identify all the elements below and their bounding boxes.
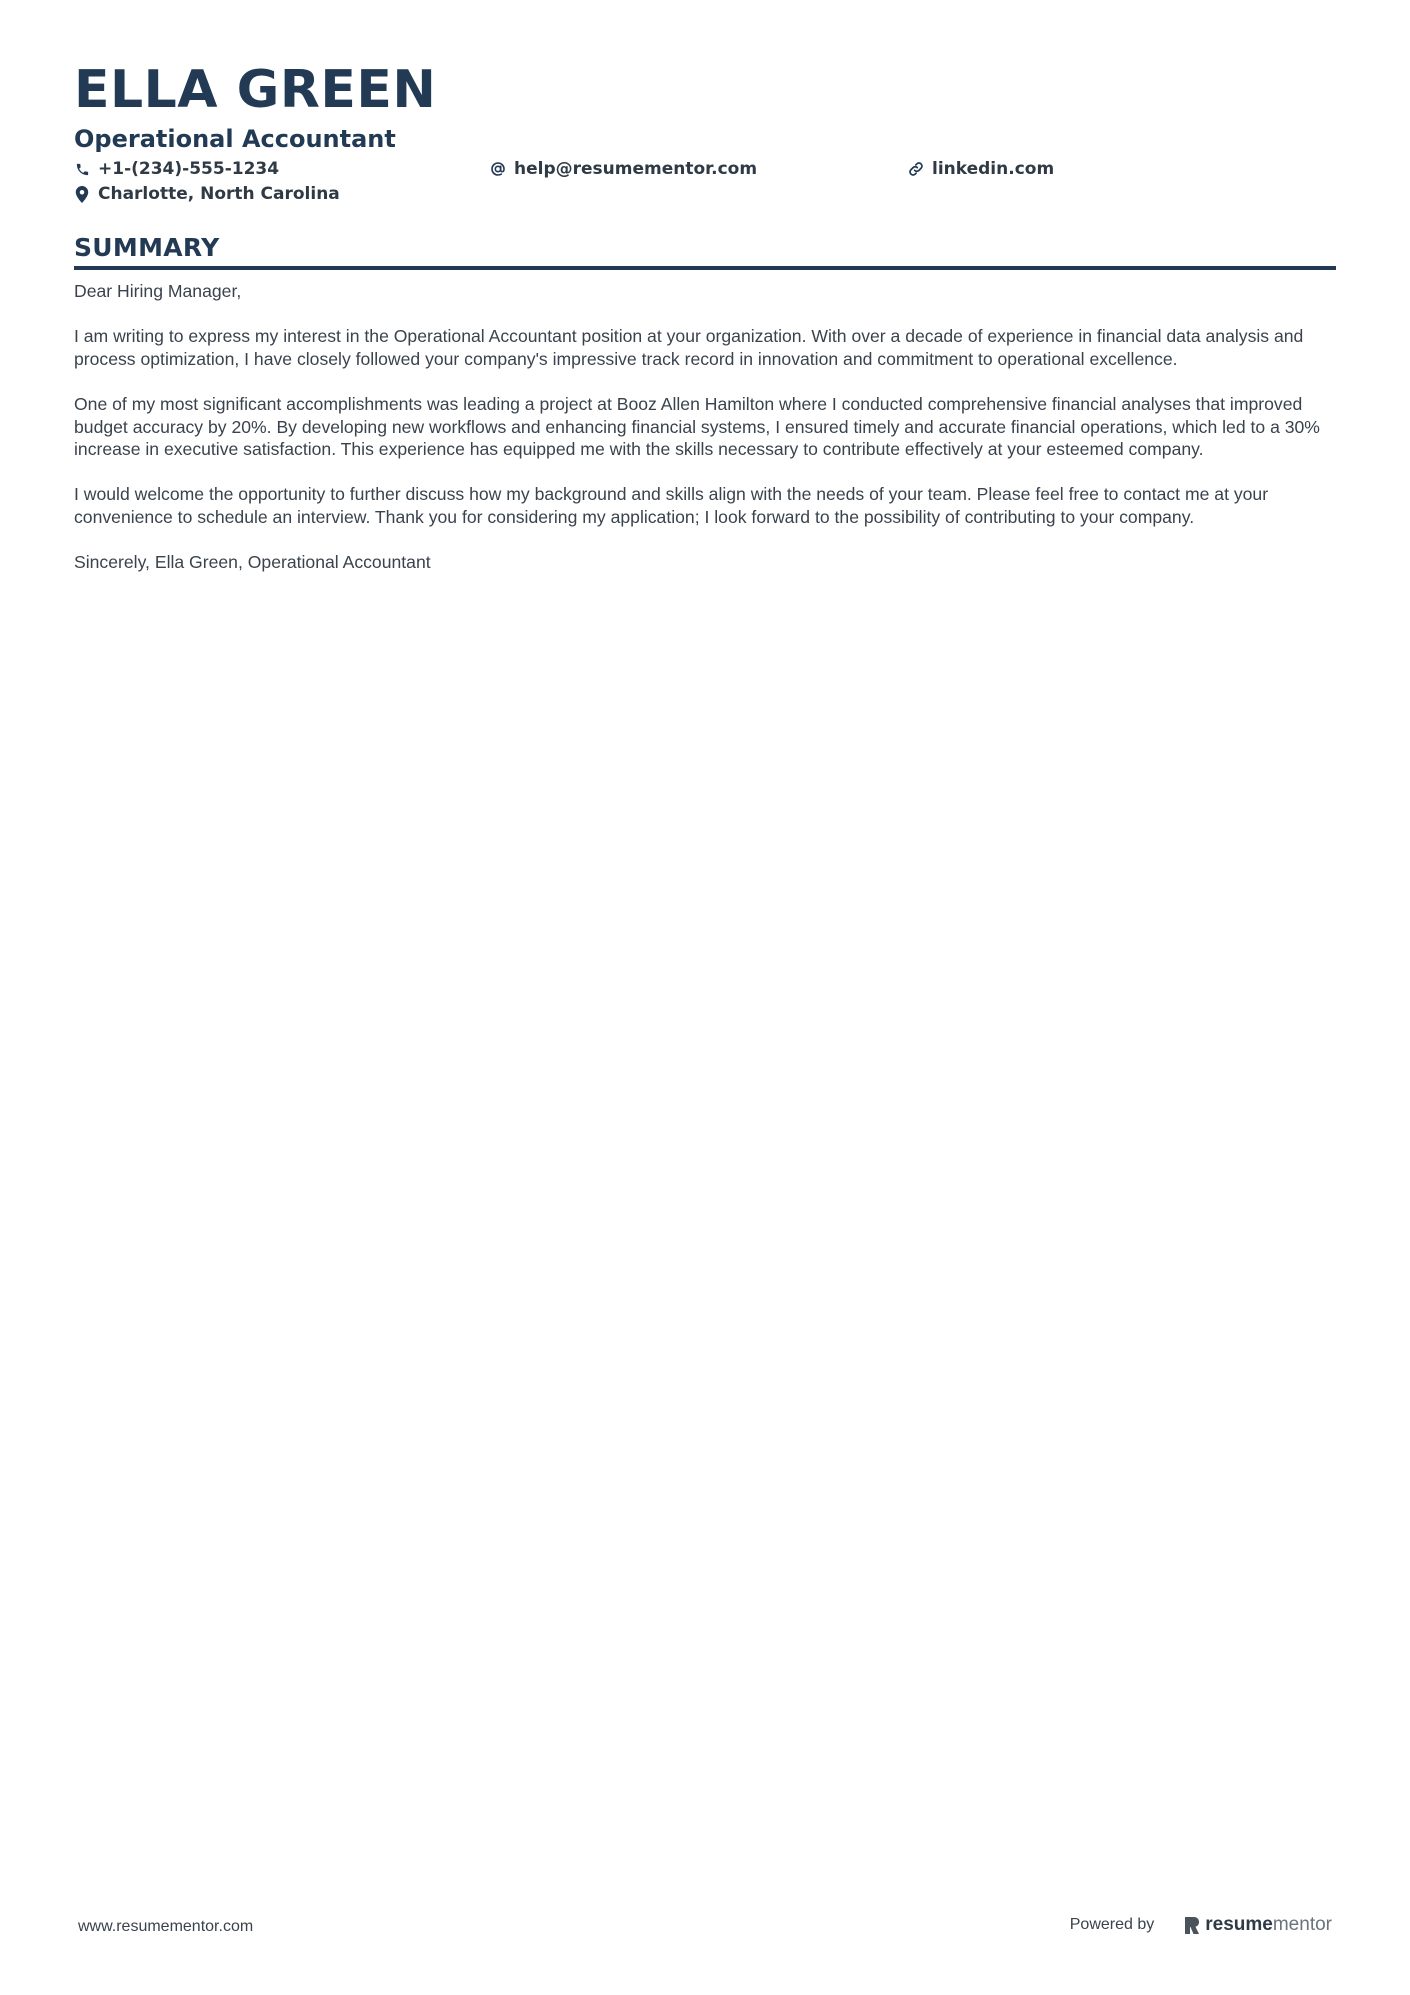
brand-text-resume: resume: [1205, 1914, 1273, 1935]
salutation: Dear Hiring Manager,: [74, 281, 242, 301]
footer-website[interactable]: www.resumementor.com: [78, 1918, 254, 1935]
phone-text: +1-(234)-555-1234: [98, 159, 280, 179]
contact-location: [74, 183, 340, 205]
contact-phone: [74, 158, 279, 180]
brand-mark-icon: [1184, 1915, 1200, 1935]
brand-text-mentor: mentor: [1272, 1914, 1332, 1935]
phone-icon: [74, 161, 90, 177]
email-text[interactable]: help@resumementor.com: [514, 159, 758, 179]
link-text[interactable]: linkedin.com: [932, 159, 1055, 179]
footer-branding: [1070, 1914, 1332, 1936]
closing: Sincerely, Ella Green, Operational Accountant: [74, 552, 431, 573]
letter-paragraph: One of my most significant accomplishments was leading a project at Booz Allen Hamilton where I conducted comprehensive financial analyses that improved budget accuracy by 20%. By developing new workflows and enhancing financial systems, I ensured timely and accurate financial operations, which led to a 30% increase in executive satisfaction. This experience has equipped me with the skills necessary to contribute effectively at your esteemed company.: [74, 393, 1320, 460]
contact-link[interactable]: [908, 158, 1054, 180]
candidate-name: ELLA GREEN: [74, 60, 437, 120]
letter-paragraph: I am writing to express my interest in the Operational Accountant position at your organization. With over a decade of experience in financial data analysis and process optimization, I have closely followed your company's impressive track record in innovation and commitment to operational excellence.: [74, 326, 1304, 369]
summary-section-header: [74, 232, 1336, 270]
section-title: SUMMARY: [74, 233, 220, 262]
brand-logo[interactable]: [1184, 1914, 1332, 1936]
letter-paragraph: I would welcome the opportunity to further discuss how my background and skills align with the needs of your team. Please feel free to contact me at your convenience to schedule an interview. Thank you for considering my application; I look forward to the possibility of contributing to your company.: [74, 484, 1269, 527]
location-pin-icon: [74, 186, 90, 202]
at-icon: [490, 161, 506, 177]
contact-email[interactable]: [490, 158, 757, 180]
job-title: Operational Accountant: [74, 125, 396, 153]
powered-by-label: Powered by: [1069, 1916, 1155, 1933]
header: [74, 58, 1336, 210]
location-text: Charlotte, North Carolina: [98, 184, 340, 204]
contact-info: [74, 158, 1336, 210]
link-icon: [908, 161, 924, 177]
cover-letter-body: [74, 280, 1336, 596]
